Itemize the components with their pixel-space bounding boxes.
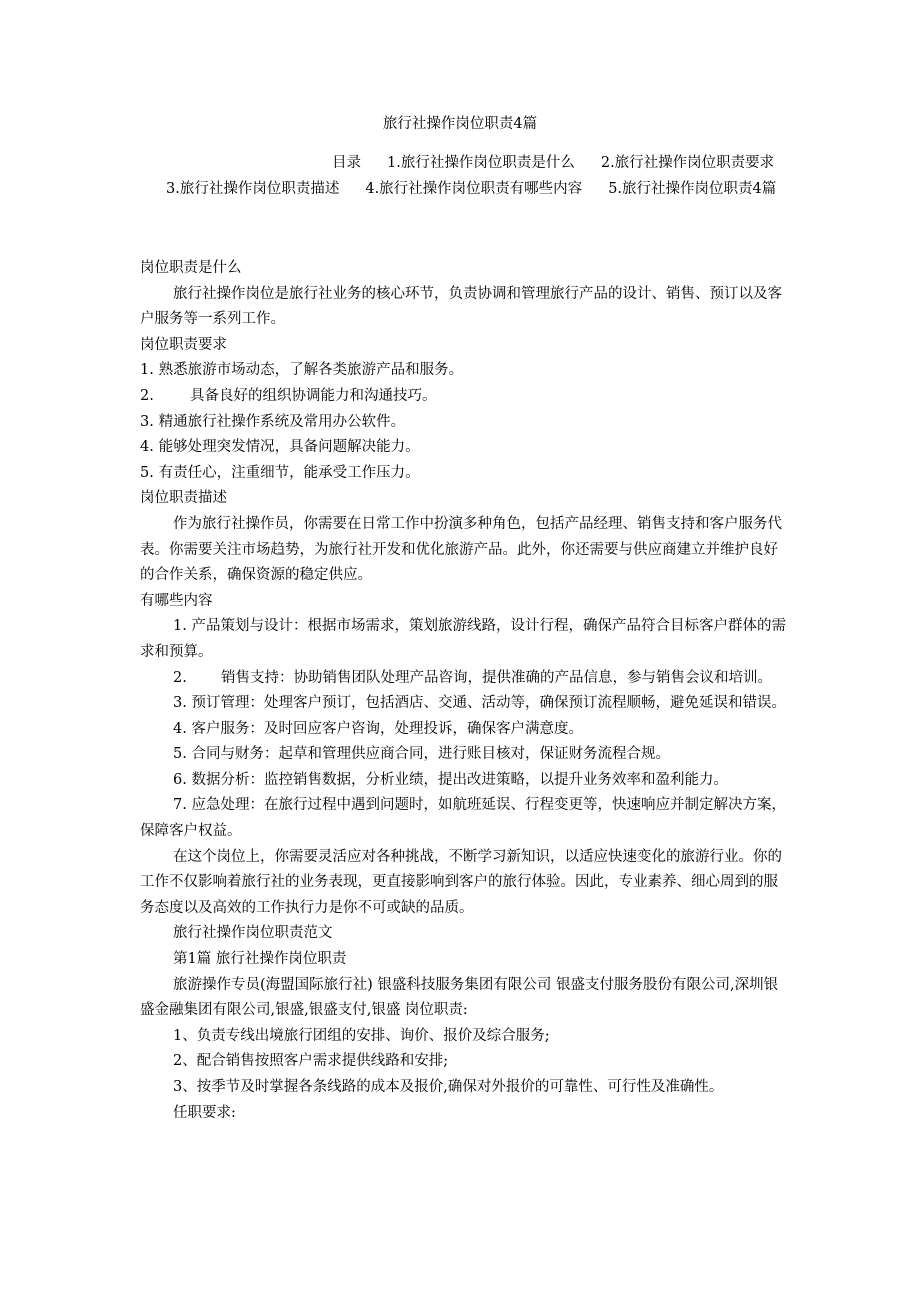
requirement-item: 4. 能够处理突发情况，具备问题解决能力。 xyxy=(140,439,420,456)
section-contents-closing: 在这个岗位上，你需要灵活应对各种挑战，不断学习新知识，以适应快速变化的旅游行业。你的工作不仅影响着旅行社的业务表现，更直接影响到客户的旅行体验。因此，专业素养、细心周到的服务态度以及高效的工作执行力是你不可或缺的品质。 xyxy=(140,848,782,916)
toc-item-4[interactable]: 4.旅行社操作岗位职责有哪些内容 xyxy=(365,181,583,197)
content-item: 6. 数据分析：监控销售数据，分析业绩，提出改进策略，以提升业务效率和盈利能力。 xyxy=(173,771,728,788)
document-body xyxy=(140,256,788,1126)
content-item: 3. 预订管理：处理客户预订，包括酒店、交通、活动等，确保预订流程顺畅，避免延误和错误。 xyxy=(173,695,786,712)
document-title: 旅行社操作岗位职责4篇 xyxy=(382,116,538,132)
sample-duty-item: 1、负责专线出境旅行团组的安排、询价、报价及综合服务; xyxy=(173,1027,550,1044)
content-item: 2. 销售支持：协助销售团队处理产品咨询，提供准确的产品信息，参与销售会议和培训。 xyxy=(173,669,772,686)
sample-requirements-label: 任职要求: xyxy=(173,1104,236,1121)
section-description-body: 作为旅行社操作员，你需要在日常工作中扮演多种角色，包括产品经理、销售支持和客户服务代表。你需要关注市场趋势，为旅行社开发和优化旅游产品。此外，你还需要与供应商建立并维护良好的合作关系，确保资源的稳定供应。 xyxy=(140,515,782,584)
toc-label: 目录 xyxy=(332,155,361,171)
section-heading-contents: 有哪些内容 xyxy=(140,592,213,609)
content-item: 4. 客户服务：及时回应客户咨询，处理投诉，确保客户满意度。 xyxy=(173,720,583,737)
section-heading-what: 岗位职责是什么 xyxy=(140,260,242,276)
requirement-item: 5. 有责任心，注重细节，能承受工作压力。 xyxy=(140,464,420,481)
section-what-body: 旅行社操作岗位是旅行社业务的核心环节，负责协调和管理旅行产品的设计、销售、预订以及客户服务等一系列工作。 xyxy=(140,285,782,328)
section-heading-sample: 旅行社操作岗位职责范文 xyxy=(173,925,333,942)
content-item: 7. 应急处理：在旅行过程中遇到问题时，如航班延误、行程变更等，快速响应并制定解决方案，保障客户权益。 xyxy=(140,797,786,840)
content-item: 1. 产品策划与设计：根据市场需求，策划旅游线路，设计行程，确保产品符合目标客户群体的需求和预算。 xyxy=(140,618,786,660)
toc-item-2[interactable]: 2.旅行社操作岗位职责要求 xyxy=(600,155,775,171)
sample-duty-item: 3、按季节及时掌握各条线路的成本及报价,确保对外报价的可靠性、可行性及准确性。 xyxy=(173,1079,724,1095)
sample-duty-item: 2、配合销售按照客户需求提供线路和安排; xyxy=(173,1053,449,1070)
toc-item-5[interactable]: 5.旅行社操作岗位职责4篇 xyxy=(608,181,777,197)
content-item: 5. 合同与财务：起草和管理供应商合同，进行账目核对，保证财务流程合规。 xyxy=(173,746,670,763)
sample-sub-heading: 第1篇 旅行社操作岗位职责 xyxy=(173,951,347,968)
requirement-item: 1. 熟悉旅游市场动态，了解各类旅游产品和服务。 xyxy=(140,362,464,379)
toc-item-1[interactable]: 1.旅行社操作岗位职责是什么 xyxy=(387,155,575,171)
requirement-item: 2. 具备良好的组织协调能力和沟通技巧。 xyxy=(140,387,437,404)
section-heading-requirements: 岗位职责要求 xyxy=(140,336,227,353)
requirement-item: 3. 精通旅行社操作系统及常用办公软件。 xyxy=(140,413,406,430)
sample-intro: 旅游操作专员(海盟国际旅行社) 银盛科技服务集团有限公司 银盛支付服务股份有限公司,深圳银盛金融集团有限公司,银盛,银盛支付,银盛 岗位职责: xyxy=(140,976,779,1019)
toc-item-3[interactable]: 3.旅行社操作岗位职责描述 xyxy=(166,181,340,197)
table-of-contents xyxy=(140,150,782,202)
section-heading-description: 岗位职责描述 xyxy=(140,490,227,507)
